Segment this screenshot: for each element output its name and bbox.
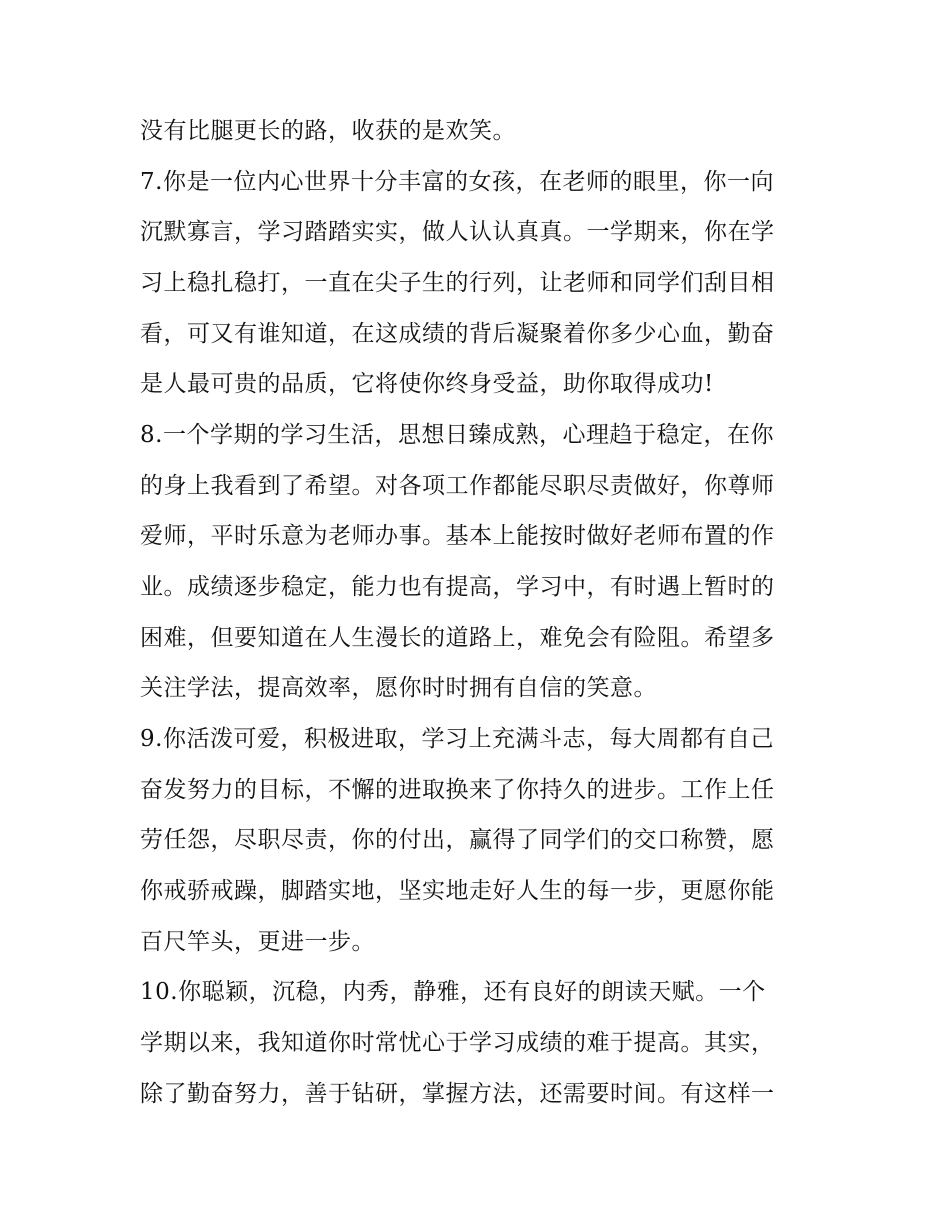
text-line: 爱师，平时乐意为老师办事。基本上能按时做好老师布置的作	[140, 523, 775, 549]
text-line: 奋发努力的目标，不懈的进取换来了你持久的进步。工作上任	[140, 777, 775, 803]
text-line: 沉默寡言，学习踏踏实实，做人认认真真。一学期来，你在学	[140, 219, 775, 245]
text-line: 除了勤奋努力，善于钻研，掌握方法，还需要时间。有这样一	[140, 1081, 775, 1107]
text-line: 学期以来，我知道你时常忧心于学习成绩的难于提高。其实，	[140, 1030, 775, 1056]
text-line: 是人最可贵的品质，它将使你终身受益，助你取得成功!	[140, 371, 714, 397]
text-line: 习上稳扎稳打，一直在尖子生的行列，让老师和同学们刮目相	[140, 270, 775, 296]
text-line: 困难，但要知道在人生漫长的道路上，难免会有险阻。希望多	[140, 625, 775, 651]
text-line: 关注学法，提高效率，愿你时时拥有自信的笑意。	[140, 675, 657, 701]
text-line: 9.你活泼可爱，积极进取，学习上充满斗志，每大周都有自己	[140, 726, 774, 752]
text-line: 8.一个学期的学习生活，思想日臻成熟，心理趋于稳定，在你	[140, 422, 774, 448]
text-line: 业。成绩逐步稳定，能力也有提高，学习中，有时遇上暂时的	[140, 574, 775, 600]
text-line: 7.你是一位内心世界十分丰富的女孩，在老师的眼里，你一向	[140, 169, 774, 195]
text-line: 劳任怨，尽职尽责，你的付出，赢得了同学们的交口称赞，愿	[140, 827, 775, 853]
text-line: 你戒骄戒躁，脚踏实地，坚实地走好人生的每一步，更愿你能	[140, 878, 775, 904]
text-line: 的身上我看到了希望。对各项工作都能尽职尽责做好，你尊师	[140, 473, 775, 499]
text-line: 没有比腿更长的路，收获的是欢笑。	[140, 118, 516, 144]
text-line: 看，可又有谁知道，在这成绩的背后凝聚着你多少心血，勤奋	[140, 321, 775, 347]
text-line: 百尺竿头，更进一步。	[140, 929, 375, 955]
text-line: 10.你聪颖，沉稳，内秀，静雅，还有良好的朗读天赋。一个	[140, 979, 766, 1005]
